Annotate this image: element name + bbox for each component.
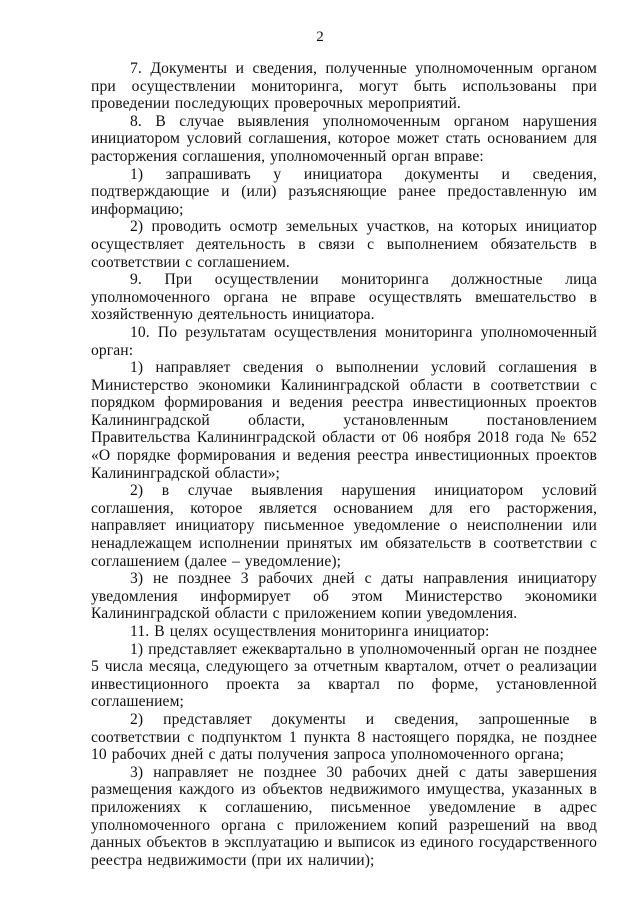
page-number: 2 — [316, 29, 324, 45]
paragraph-8-item-2: 2) проводить осмотр земельных участков, на которых инициатор осуществляет деятельность в связи с выполнением обязательств в соответствии с соглашением. — [91, 218, 597, 271]
paragraph-11-item-2: 2) представляет документы и сведения, запрошенные в соответствии с подпунктом 1 пункта 8 настоящего порядка, не позднее 10 рабочих дней с даты получения запроса уполномоченного органа; — [91, 710, 597, 764]
paragraph-8: 8. В случае выявления уполномоченным органом нарушения инициатором условий соглашения, которое может стать основанием для расторжения соглашения, уполномоченный орган вправе: — [91, 112, 597, 165]
paragraph-10: 10. По результатам осуществления мониторинга уполномоченный орган: — [91, 323, 597, 359]
paragraph-10-item-3: 3) не позднее 3 рабочих дней с даты направления инициатору уведомления информирует об этом Министерство экономики Калининградской области с приложением копии уведомления. — [91, 570, 597, 623]
paragraph-9: 9. При осуществлении мониторинга должностные лица уполномоченного органа не вправе осуществлять вмешательство в хозяйственную деятельность инициатора. — [91, 271, 597, 324]
paragraph-11: 11. В целях осуществления мониторинга инициатор: — [130, 623, 490, 640]
paragraph-8-item-1: 1) запрашивать у инициатора документы и сведения, подтверждающие и (или) разъясняющие ранее предоставленную им информацию; — [91, 165, 597, 218]
paragraph-10-item-1: 1) направляет сведения о выполнении условий соглашения в Министерство экономики Калининградской области в соответствии с порядком формирования и ведения реестра инвестиционных проектов Калининградской области, установленным постановлением Правительства Калининградской области от 06 ноября 2018 года № 652 «О порядке формирования и ведения реестра инвестиционных проектов Калининградской области»; — [91, 359, 597, 482]
paragraph-11-item-3: 3) направляет не позднее 30 рабочих дней с даты завершения размещения каждого из объектов недвижимого имущества, указанных в приложениях к соглашению, письменное уведомление в адрес уполномоченного органа с приложением копий разрешений на ввод данных объектов в эксплуатацию и выписок из единого государственного реестра недвижимости (при их наличии); — [91, 763, 597, 869]
paragraph-10-item-2: 2) в случае выявления нарушения инициатором условий соглашения, которое является основанием для его расторжения, направляет инициатору письменное уведомление о неисполнении или ненадлежащем исполнении принятых им обязательств в соответствии с соглашением (далее – уведомление); — [91, 482, 597, 570]
paragraph-11-item-1: 1) представляет ежеквартально в уполномоченный орган не позднее 5 числа месяца, следующего за отчетным кварталом, отчет о реализации инвестиционного проекта за квартал по форме, установленной соглашением; — [91, 640, 597, 711]
document-body — [91, 60, 597, 869]
paragraph-7: 7. Документы и сведения, полученные уполномоченным органом при осуществлении мониторинга, могут быть использованы при проведении последующих проверочных мероприятий. — [91, 60, 597, 113]
